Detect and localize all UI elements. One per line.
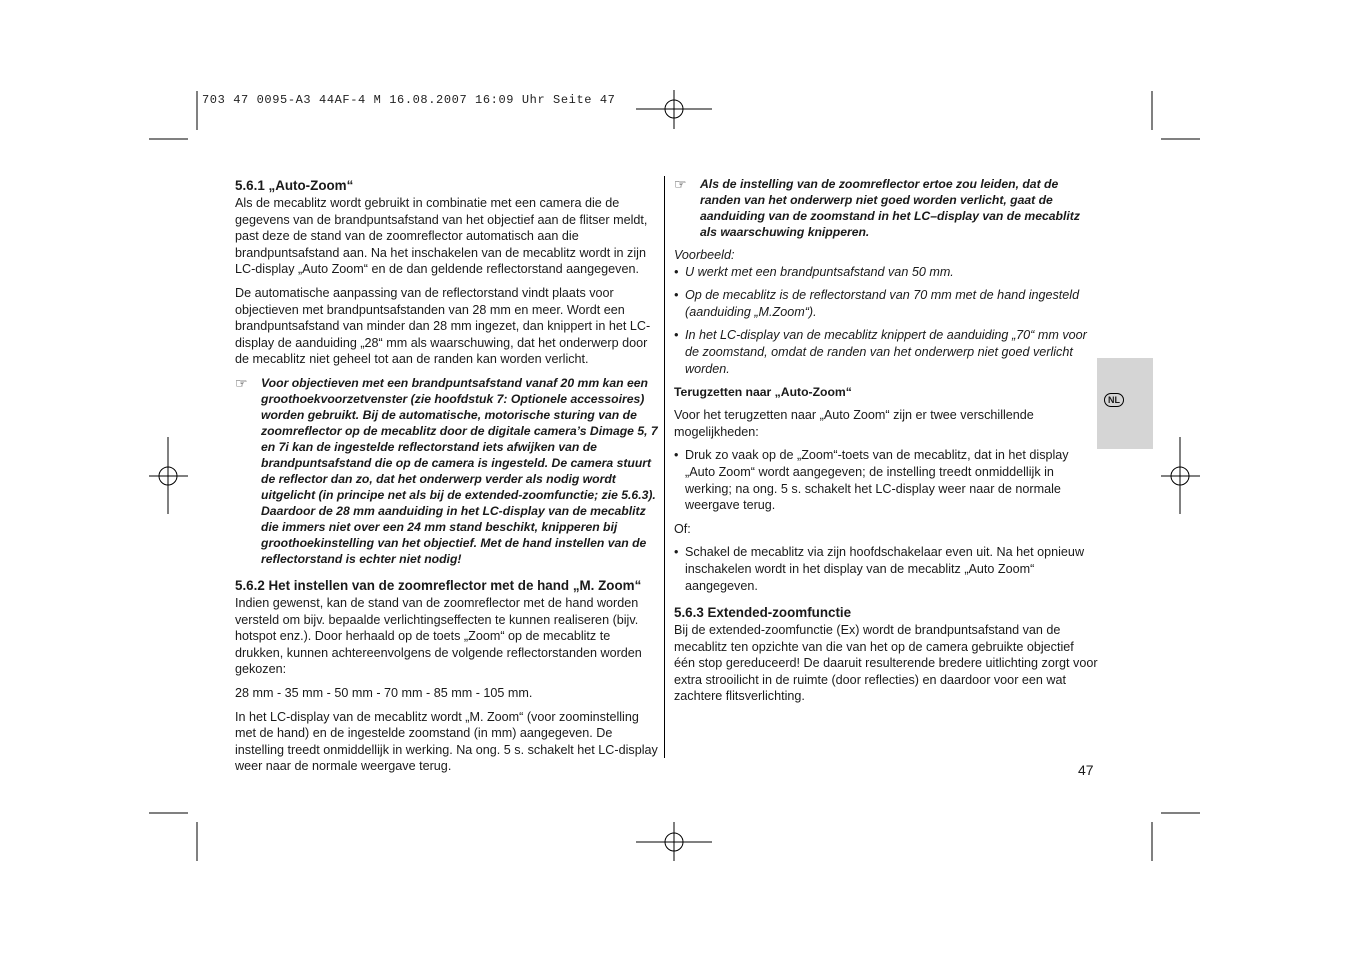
reset-option bbox=[674, 544, 1098, 594]
example-item bbox=[674, 327, 1098, 377]
section-5-6-3-paragraph: Bij de extended-zoomfunctie (Ex) wordt de brandpuntsafstand van de mecablitz ten opzichte van die van het op de camera gebruikte objectief één stop gereduceerd! De daaruit resulterende bredere uitlichting zorgt voor extra strooilicht in de ruimte (door reflecties) en daardoor voor een wat zachtere flitsverlichting. bbox=[674, 623, 1098, 704]
registration-mark-left bbox=[149, 437, 188, 514]
registration-mark-right bbox=[1161, 437, 1200, 514]
right-column bbox=[674, 176, 1098, 705]
bullet: • bbox=[674, 264, 679, 279]
pointing-hand-icon: ☞ bbox=[235, 374, 248, 391]
example-label: Voorbeeld: bbox=[674, 248, 735, 262]
column-divider bbox=[664, 176, 665, 758]
page-number: 47 bbox=[1078, 762, 1094, 778]
section-5-6-1-title: 5.6.1 „Auto-Zoom“ bbox=[235, 178, 354, 193]
note-text: Als de instelling van de zoomreflector ertoe zou leiden, dat de randen van het onderwerp niet goed worden verlicht, gaat de aanduiding van de zoomstand in het LC–display van de mecablitz als waarschuwing knipperen. bbox=[700, 177, 1080, 239]
example-item bbox=[674, 287, 1098, 320]
language-badge: NL bbox=[1104, 393, 1124, 407]
reset-option bbox=[674, 447, 1098, 513]
pointing-hand-icon: ☞ bbox=[674, 176, 687, 192]
zoom-positions-list: 28 mm - 35 mm - 50 mm - 70 mm - 85 mm - 105 mm. bbox=[235, 685, 533, 700]
example-item bbox=[674, 264, 1098, 281]
left-column bbox=[235, 176, 660, 775]
example-item-text: In het LC-display van de mecablitz knippert de aanduiding „70“ mm voor de zoomstand, omdat de randen van het onderwerp niet goed verlicht worden. bbox=[685, 328, 1087, 376]
section-5-6-2-paragraph-3: In het LC-display van de mecablitz wordt „M. Zoom“ (voor zoominstelling met de hand) en de ingestelde zoomstand (in mm) aangegeven. De instelling treedt onmiddellijk in werking. Na ong. 5 s. schakelt het LC-display weer naar de normale weergave terug. bbox=[235, 709, 658, 774]
section-5-6-1-note bbox=[235, 375, 660, 567]
bullet: • bbox=[674, 448, 679, 463]
reset-intro: Voor het terugzetten naar „Auto Zoom“ zijn er twee verschillende mogelijkheden: bbox=[674, 408, 1034, 439]
section-5-6-1-paragraph-2: De automatische aanpassing van de reflectorstand vindt plaats voor objectieven met brandpuntsafstanden van 28 mm en meer. Wordt een brandpuntsafstand van minder dan 28 mm ingezet, dan knippert in het LC-display de aanduiding „28“ mm als waarschuwing, dat het onderwerp door de mecablitz niet geheel tot aan de randen kan worden verlicht. bbox=[235, 285, 651, 367]
section-5-6-3-title: 5.6.3 Extended-zoomfunctie bbox=[674, 605, 852, 621]
bullet: • bbox=[674, 328, 679, 343]
section-5-6-2-title: 5.6.2 Het instellen van de zoomreflector met de hand „M. Zoom“ bbox=[235, 577, 642, 593]
bullet: • bbox=[674, 288, 679, 303]
reset-option-text: Schakel de mecablitz via zijn hoofdschakelaar even uit. Na het opnieuw inschakelen wordt in het display van de mecablitz „Auto Zoom“ aangegeven. bbox=[685, 545, 1085, 593]
example-item-text: U werkt met een brandpuntsafstand van 50 mm. bbox=[685, 264, 954, 279]
reset-option-text: Druk zo vaak op de „Zoom“-toets van de mecablitz, dat in het display „Auto Zoom“ wordt aangegeven; de instelling treedt onmiddellijk in werking; na ong. 5 s. schakelt het LC-display weer naar de normale weergave terug. bbox=[685, 448, 1069, 513]
bullet: • bbox=[674, 545, 679, 560]
reset-auto-zoom-title: Terugzetten naar „Auto-Zoom“ bbox=[674, 385, 852, 400]
section-5-6-2-paragraph-1: Indien gewenst, kan de stand van de zoomreflector met de hand worden versteld om bijv. bepaalde verlichtingseffecten te kunnen realiseren (bijv. hotspot enz.). Door herhaald op de toets „Zoom“ op de mecablitz te drukken, kunnen achtereenvolgens de volgende reflectorstanden worden gekozen: bbox=[235, 595, 642, 677]
note-text: Voor objectieven met een brandpuntsafstand vanaf 20 mm kan een groothoekvoorzetvenster (zie hoofdstuk 7: Optionele accessoires) worden gebruikt. Bij de automatische, motorische sturing van de zoomreflector op de mecablitz door de digitale camera’s Dimage 5, 7 en 7i kan de ingestelde reflectorstand iets afwijken van de brandpuntsafstand die op de camera is ingesteld. De camera stuurt de reflector dan zo, dat het onderwerp verder als nodig wordt uitgelicht (in principe net als bij de extended-zoomfunctie; zie 5.6.3). Daardoor de 28 mm aanduiding in het LC-display van de mecablitz die immers niet over een 24 mm stand beschikt, knipperen bij groothoekinstelling van het objectief. Met de hand instellen van de reflectorstand is echter niet nodig! bbox=[261, 375, 658, 566]
print-slug: 703 47 0095-A3 44AF-4 M 16.08.2007 16:09 Uhr Seite 47 bbox=[202, 93, 616, 107]
zoom-warning-note bbox=[674, 176, 1098, 240]
section-5-6-1-paragraph-1: Als de mecablitz wordt gebruikt in combinatie met een camera die de gegevens van de brandpuntsafstand van het objectief aan de flitser meldt, past deze de stand van de zoomreflector automatisch aan die brandpuntsafstand aan. Na het inschakelen van de mecablitz wordt in zijn LC-display „Auto Zoom“ en de dan geldende reflectorstand aangegeven. bbox=[235, 196, 648, 277]
registration-mark-bottom bbox=[636, 822, 712, 861]
example-item-text: Op de mecablitz is de reflectorstand van 70 mm met de hand ingesteld (aanduiding „M.Zoom“). bbox=[685, 288, 1080, 319]
reset-or: Of: bbox=[674, 521, 691, 536]
registration-mark-top bbox=[636, 90, 712, 129]
